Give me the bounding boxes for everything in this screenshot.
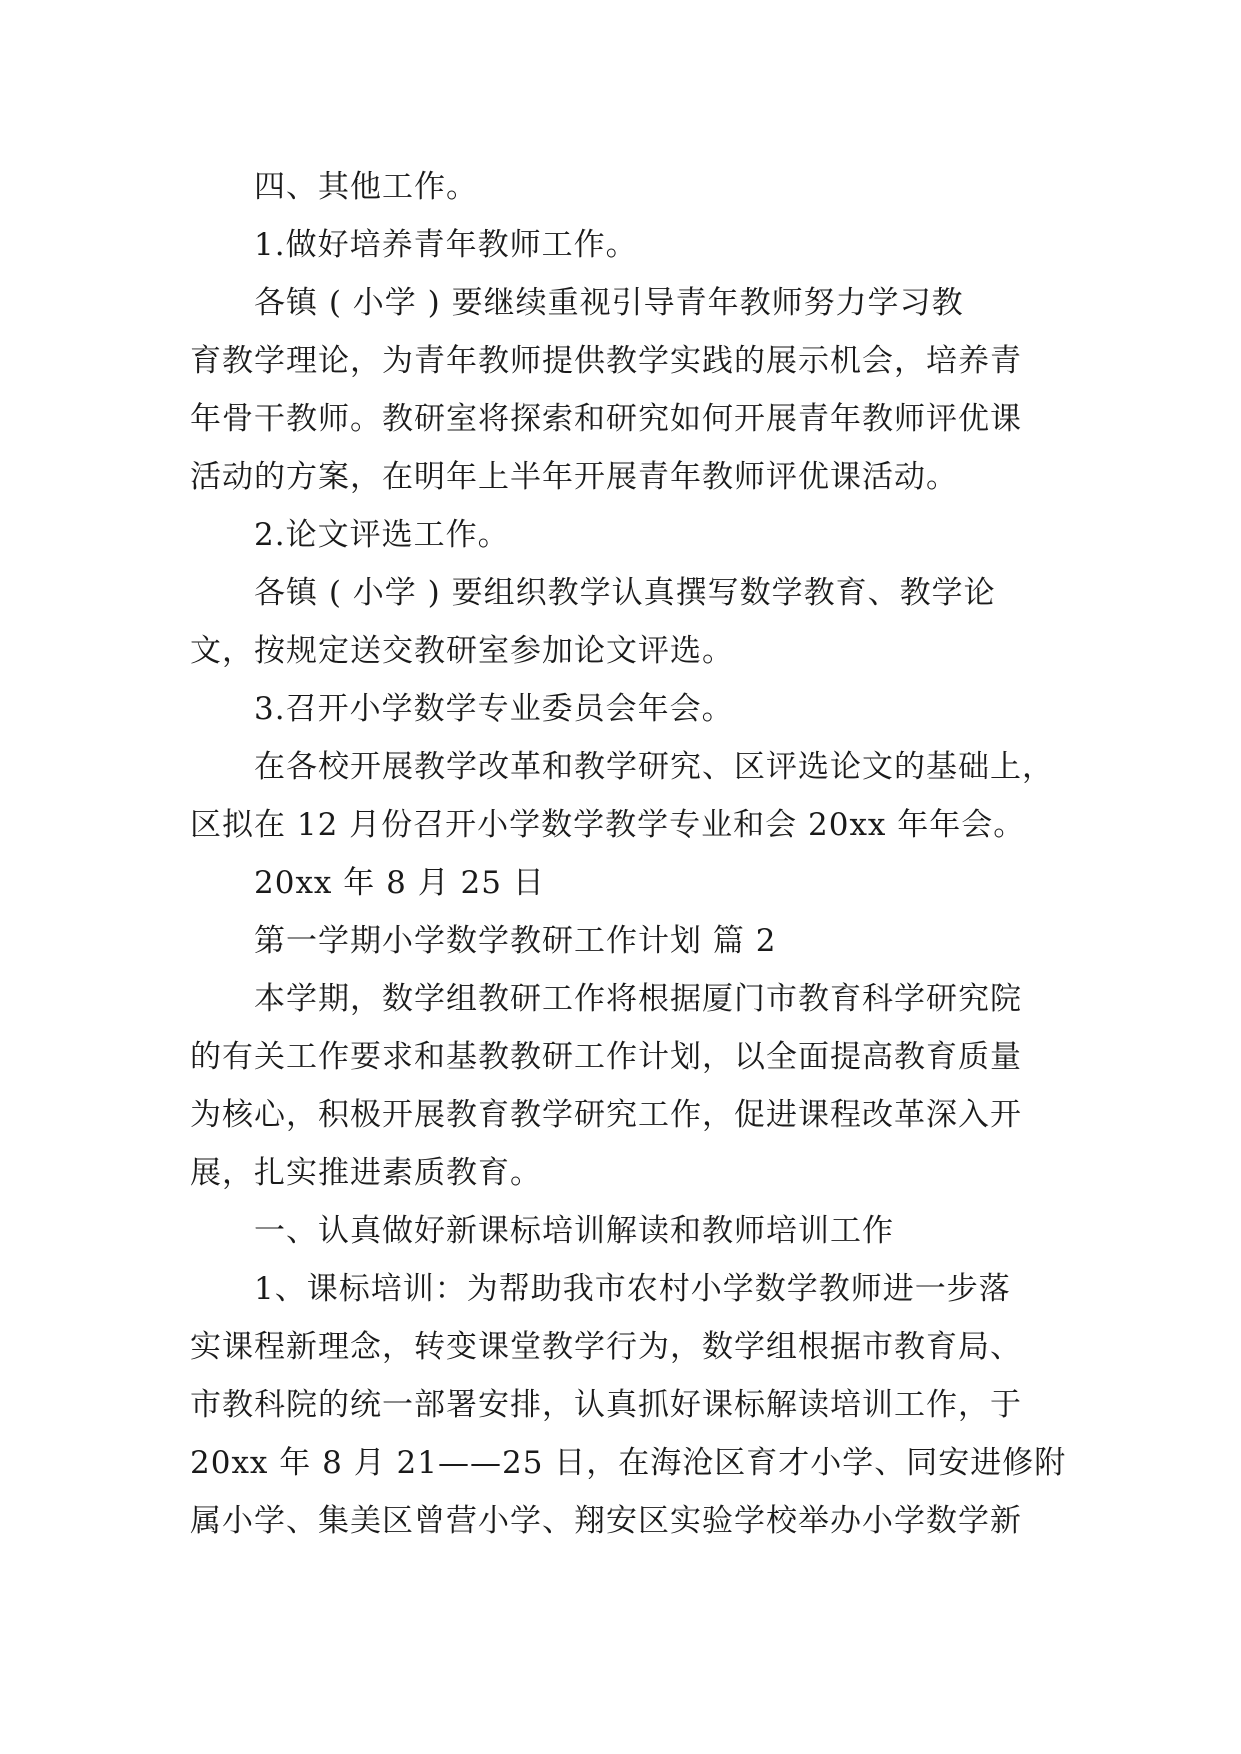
paragraph-line: 展，扎实推进素质教育。 bbox=[190, 1155, 542, 1191]
section-heading-curriculum-training: 一、认真做好新课标培训解读和教师培训工作 bbox=[254, 1213, 894, 1249]
paragraph-line: 本学期，数学组教研工作将根据厦门市教育科学研究院 bbox=[254, 981, 1022, 1017]
document-date: 20xx 年 8 月 25 日 bbox=[254, 865, 545, 901]
item-heading-annual-meeting: 3.召开小学数学专业委员会年会。 bbox=[254, 691, 734, 727]
paragraph-line: 区拟在 12 月份召开小学数学教学专业和会 20xx 年年会。 bbox=[190, 807, 1026, 843]
article-title: 第一学期小学数学教研工作计划 篇 2 bbox=[254, 923, 777, 959]
paragraph-line: 20xx 年 8 月 21——25 日，在海沧区育才小学、同安进修附 bbox=[190, 1445, 1067, 1481]
paragraph-line: 活动的方案，在明年上半年开展青年教师评优课活动。 bbox=[190, 459, 958, 495]
paragraph-line: 文，按规定送交教研室参加论文评选。 bbox=[190, 633, 734, 669]
paragraph-line: 实课程新理念，转变课堂教学行为，数学组根据市教育局、 bbox=[190, 1329, 1022, 1365]
paragraph-line: 为核心，积极开展教育教学研究工作，促进课程改革深入开 bbox=[190, 1097, 1022, 1133]
paragraph-line: 各镇 ( 小学 ) 要组织教学认真撰写数学教育、教学论 bbox=[254, 575, 996, 611]
paragraph-line: 属小学、集美区曾营小学、翔安区实验学校举办小学数学新 bbox=[190, 1503, 1022, 1539]
paragraph-line: 育教学理论，为青年教师提供教学实践的展示机会，培养青 bbox=[190, 343, 1022, 379]
item-heading-young-teachers: 1.做好培养青年教师工作。 bbox=[254, 227, 638, 263]
document-body bbox=[190, 158, 1067, 1550]
paragraph-line: 1、课标培训：为帮助我市农村小学数学教师进一步落 bbox=[254, 1271, 1011, 1307]
section-heading-other-work: 四、其他工作。 bbox=[254, 169, 478, 205]
paragraph-line: 的有关工作要求和基教教研工作计划，以全面提高教育质量 bbox=[190, 1039, 1022, 1075]
paragraph-line: 市教科院的统一部署安排，认真抓好课标解读培训工作，于 bbox=[190, 1387, 1022, 1423]
paragraph-line: 年骨干教师。教研室将探索和研究如何开展青年教师评优课 bbox=[190, 401, 1022, 437]
paragraph-line: 各镇 ( 小学 ) 要继续重视引导青年教师努力学习教 bbox=[254, 285, 964, 321]
item-heading-paper-selection: 2.论文评选工作。 bbox=[254, 517, 510, 553]
paragraph-line: 在各校开展教学改革和教学研究、区评选论文的基础上， bbox=[254, 749, 1054, 785]
